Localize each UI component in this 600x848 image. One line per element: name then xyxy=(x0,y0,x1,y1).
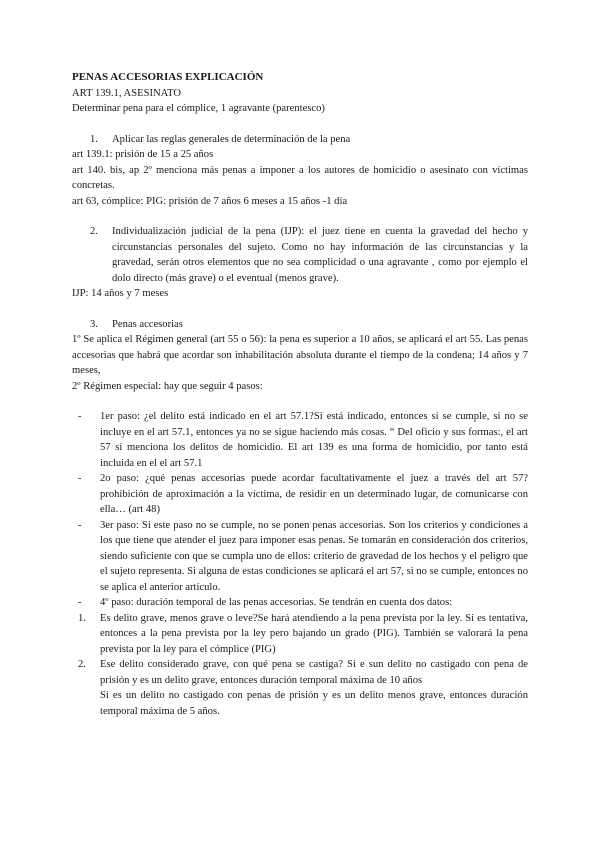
list-item xyxy=(72,611,528,658)
steps-list xyxy=(72,409,528,719)
final-paragraph: Si es un delito no castigado con penas de prisión y es un delito menos grave, entonces duración temporal máxima de 5 años. xyxy=(100,690,528,717)
section-1-heading xyxy=(72,132,528,148)
section-1-number: 1. xyxy=(90,133,98,145)
section-2-text: Individualización judicial de la pena (IJP): el juez tiene en cuenta la gravedad del hecho y circunstancias personales del sujeto. Como no hay información de las circunstancias y la gravedad, serán otros elementos que no sea complicidad o una agravante , como por ejemplo el dolo directo (más grave) o el eventual (menos grave). xyxy=(112,226,528,284)
list-item xyxy=(72,518,528,596)
list-item xyxy=(72,595,528,611)
list-marker: - xyxy=(78,597,82,608)
list-marker: - xyxy=(78,519,82,531)
list-item-text: Es delito grave, menos grave o leve?Se hará atendiendo a la pena prevista por la ley. Si es tentativa, entonces a la pena prevista por la ley pero bajando un grado (PIG). También se valorará la pena prevista por la ley para el cómplice (PIG) xyxy=(100,612,528,655)
list-item xyxy=(72,409,528,471)
list-marker: 2. xyxy=(78,659,86,670)
section-2-result: IJP: 14 años y 7 meses xyxy=(72,288,169,299)
list-item-text: 2o paso: ¿qué penas accesorias puede acordar facultativamente el juez a través del art 57? prohibición de aproximación a la víctima, de residir en un determinado lugar, de comunicarse con ella… (art 48) xyxy=(100,473,528,515)
list-item xyxy=(72,471,528,518)
special-regime-paragraph: 2º Régimen especial: hay que seguir 4 pasos: xyxy=(72,380,263,392)
section-1-line: art 63, cómplice: PIG: prisión de 7 años 6 meses a 15 años -1 día xyxy=(72,195,348,207)
list-item-text: 3er paso: Si este paso no se cumple, no se ponen penas accesorias. Son los criterios y condiciones a los que tiene que atender el juez para imponer esas penas. Se tomarán en consideración dos criterios, siendo suficiente con que se cumpla uno de ellos: criterio de gravedad de los hechos y el peligro que el sujeto representa. Si alguna de estas condiciones se aplicará el art 57, si no se cumple, entonces no se aplica el anterior artículo. xyxy=(100,519,528,593)
list-item-text: Ese delito considerado grave, con qué pena se castiga? Si e sun delito no castigado con pena de prisión y es un delito grave, entonces duración temporal máxima de 10 años xyxy=(100,659,528,686)
section-2-number: 2. xyxy=(90,226,98,237)
document-body xyxy=(72,70,528,719)
section-1-title: Aplicar las reglas generales de determinación de la pena xyxy=(112,133,351,145)
task-line: Determinar pena para el cómplice, 1 agravante (parentesco) xyxy=(72,103,325,114)
list-marker: - xyxy=(78,411,82,422)
list-marker: 1. xyxy=(78,612,86,624)
general-regime-paragraph: 1º Se aplica el Régimen general (art 55 o 56): la pena es superior a 10 años, se aplicará el art 55. Las penas accesorias que habrá que acordar son inhabilitación absoluta durante el tiempo de la condena; 14 años y 7 meses, xyxy=(72,334,528,376)
section-1-line: art 140. bis, ap 2º menciona más penas a imponer a los autores de homicidio o asesinato con víctimas concretas. xyxy=(72,164,528,191)
list-item-text: 1er paso: ¿el delito está indicado en el art 57.1?Si está indicado, entonces sí se cumple, si no se incluye en el art 57.1, entonces ya no se sigue haciendo más cosas. “ Del oficio y sus formas:, el art 57 sí menciona los delitos de homicidio. El art 139 es una forma de homicidio, por tanto está incluida en el el art 57.1 xyxy=(100,411,528,469)
article-line: ART 139.1, ASESINATO xyxy=(72,87,182,99)
section-3-number: 3. xyxy=(90,318,98,330)
list-marker: - xyxy=(78,473,82,484)
list-item-text: 4º paso: duración temporal de las penas accesorias. Se tendrán en cuenta dos datos: xyxy=(100,597,453,608)
list-item xyxy=(72,657,528,688)
document-title: PENAS ACCESORIAS EXPLICACIÓN xyxy=(72,71,264,83)
section-3-title: Penas accesorias xyxy=(112,318,183,330)
section-2 xyxy=(72,224,528,286)
section-1-line: art 139.1: prisión de 15 a 25 años xyxy=(72,149,214,160)
section-3-heading xyxy=(72,317,528,333)
